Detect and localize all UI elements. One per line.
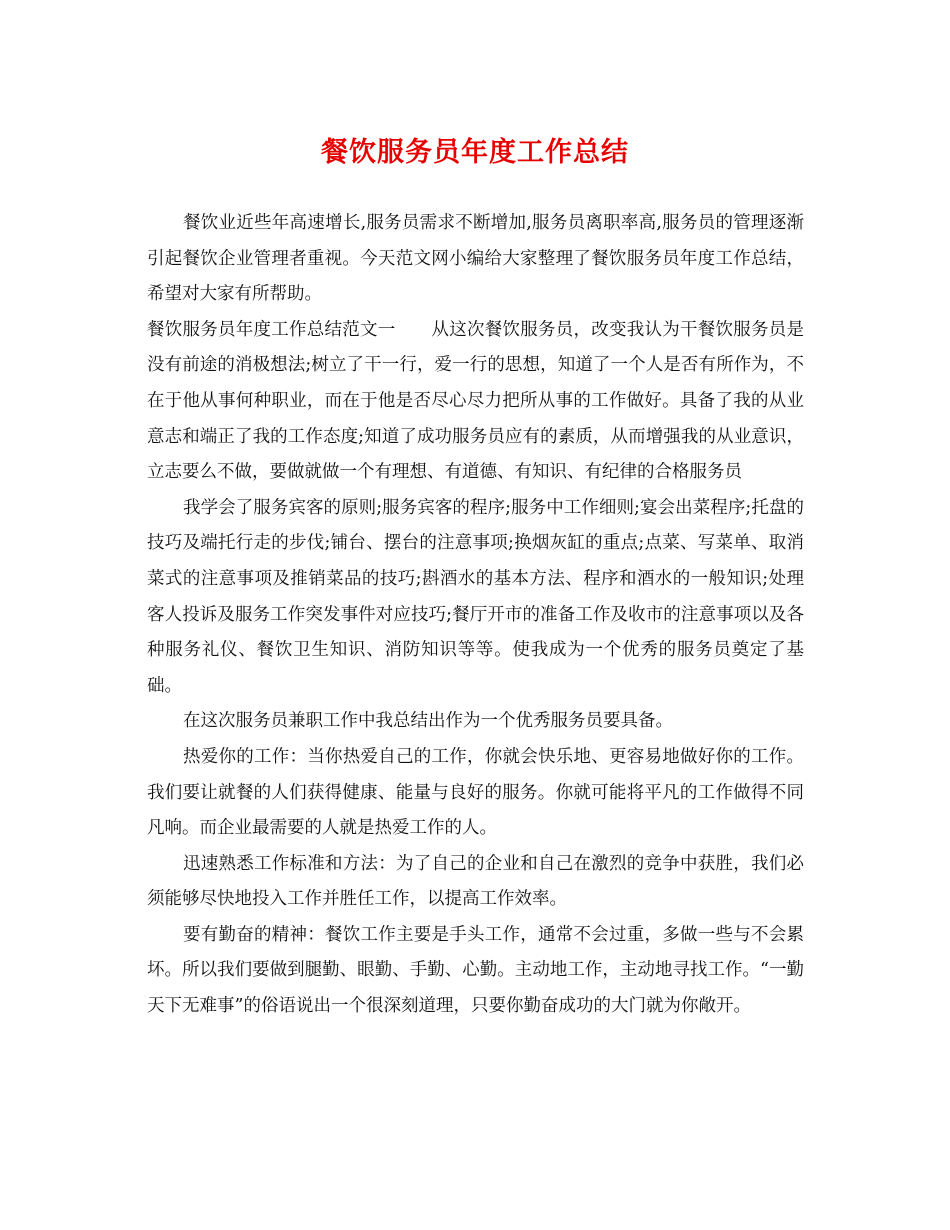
section-heading: 餐饮服务员年度工作总结范文一: [147, 319, 396, 340]
body-paragraph-skills: 我学会了服务宾客的原则;服务宾客的程序;服务中工作细则;宴会出菜程序;托盘的技巧及端托行走的步伐;铺台、摆台的注意事项;换烟灰缸的重点;点菜、写菜单、取消菜式的注意事项及推销菜品的技巧;斟酒水的基本方法、程序和酒水的一般知识;处理客人投诉及服务工作突发事件对应技巧;餐厅开市的准备工作及收市的注意事项以及各种服务礼仪、餐饮卫生知识、消防知识等等。使我成为一个优秀的服务员奠定了基础。: [147, 497, 804, 696]
document-body: [147, 206, 804, 1025]
section-paragraph: [147, 313, 804, 491]
section-first-text: 从这次餐饮服务员，改变我认为干餐饮服务员是没有前途的消极想法;树立了干一行，爱一行的思想，知道了一个人是否有所作为，不在于他从事何种职业，而在于他是否尽心尽力把所从事的工作做好。具备了我的从业意志和端正了我的工作态度;知道了成功服务员应有的素质，从而增强我的从业意识，立志要么不做，要做就做一个有理想、有道德、有知识、有纪律的合格服务员: [147, 319, 804, 483]
body-paragraph-standards: 迅速熟悉工作标准和方法：为了自己的企业和自己在激烈的竞争中获胜，我们必须能够尽快地投入工作并胜任工作，以提高工作效率。: [147, 853, 804, 910]
page-title: 餐饮服务员年度工作总结: [321, 137, 629, 168]
intro-paragraph: 餐饮业近些年高速增长,服务员需求不断增加,服务员离职率高,服务员的管理逐渐引起餐饮企业管理者重视。今天范文网小编给大家整理了餐饮服务员年度工作总结，希望对大家有所帮助。: [147, 213, 804, 305]
body-paragraph-diligence: 要有勤奋的精神：餐饮工作主要是手头工作，通常不会过重，多做一些与不会累坏。所以我们要做到腿勤、眼勤、手勤、心勤。主动地工作，主动地寻找工作。“一勤天下无难事”的俗语说出一个很深刻道理，只要你勤奋成功的大门就为你敞开。: [147, 924, 804, 1017]
body-paragraph-love-work: 热爱你的工作：当你热爱自己的工作，你就会快乐地、更容易地做好你的工作。我们要让就餐的人们获得健康、能量与良好的服务。你就可能将平凡的工作做得不同凡响。而企业最需要的人就是热爱工作的人。: [147, 746, 804, 839]
body-paragraph-summary: 在这次服务员兼职工作中我总结出作为一个优秀服务员要具备。: [183, 711, 673, 732]
